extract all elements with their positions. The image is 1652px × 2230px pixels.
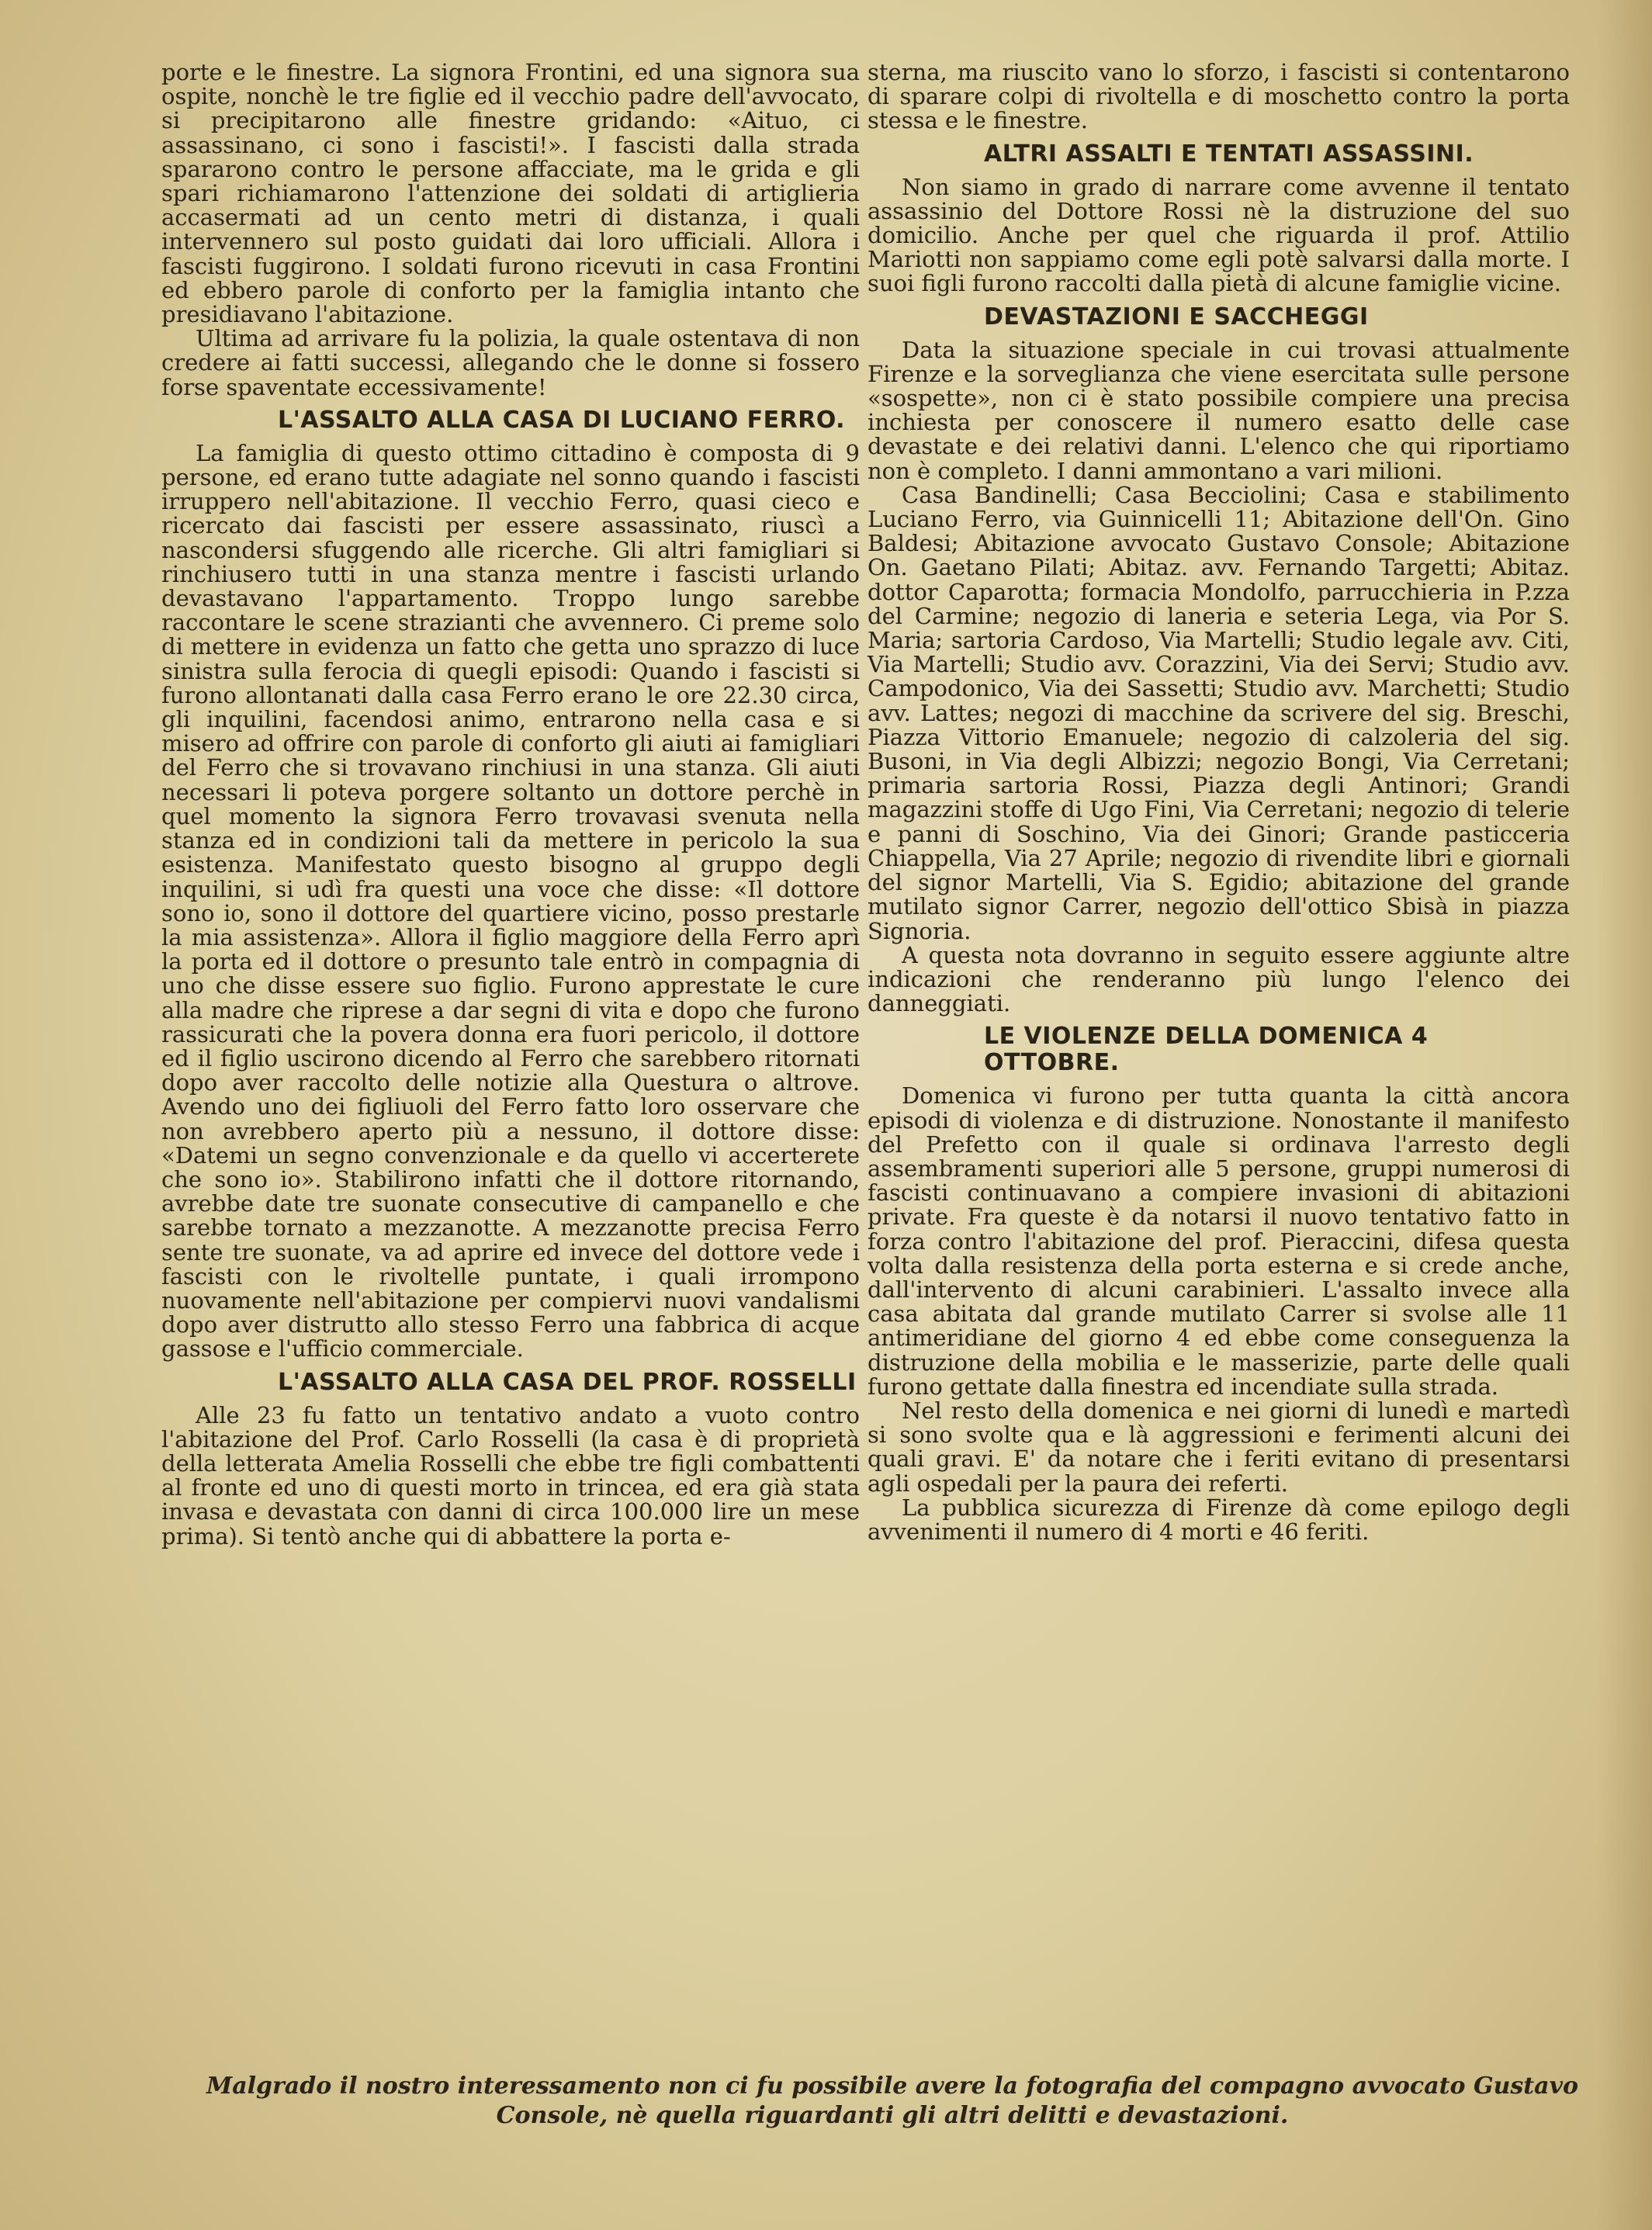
paragraph-rosselli: Alle 23 fu fatto un tentativo andato a vuoto contro l'abitazione del Prof. Carlo Rosselli (la casa è di proprietà della letterata Amelia Rosselli che ebbe tre figli combattenti al fronte ed uno di questi morto in trincea, ed era già stata invasa e devastata con danni di circa 100.000 lire un mese prima). Si tentò anche qui di abbattere la porta e- [161, 1401, 860, 1550]
paragraph-epilogo: La pubblica sicurezza di Firenze dà come epilogo degli avvenimenti il numero di 4 morti e 46 feriti. [868, 1494, 1570, 1545]
heading-assalto-ferro: L'ASSALTO ALLA CASA DI LUCIANO FERRO. [278, 406, 846, 434]
paragraph-elenco-case: Casa Bandinelli; Casa Becciolini; Casa e stabilimento Luciano Ferro, via Guinnicelli 11; Abitazione dell'On. Gino Baldesi; Abitazione avvocato Gustavo Console; Abitazione On. Gaetano Pilati; Abitaz. avv. Fernando Targetti; Abitaz. dottor Caparotta; formacia Mondolfo, parrucchieria in P.zza del Carmine; negozio di laneria e seteria Lega, via Por S. Maria; sartoria Cardoso, Via Martelli; Studio legale avv. Citi, Via Martelli; Studio avv. Corazzini, Via dei Servi; Studio avv. Campodonico, Via dei Sassetti; Studio avv. Marchetti; Studio avv. Lattes; negozi di macchine da scrivere del sig. Breschi, Piazza Vittorio Emanuele; negozio di calzoleria del sig. Busoni, in Via degli Albizzi; negozio Bongi, Via Cerretani; primaria sartoria Rossi, Piazza degli Antinori; Grandi magazzini stoffe di Ugo Fini, Via Cerretani; negozio di telerie e panni di Soschino, Via dei Ginori; Grande pasticceria Chiappella, Via 27 Aprile; negozio di rivendite libri e giornali del signor Martelli, Via S. Egidio; abitazione del grande mutilato signor Carrer, negozio dell'ottico Sbisà in piazza Signoria. [868, 481, 1570, 944]
footer-note: Malgrado il nostro interessamento non ci fu possibile avere la fotografia del compagno avvocato Gustavo Console, nè quella riguardanti gli altri delitti e devastazioni. [206, 2072, 1579, 2129]
paragraph-situazione: Data la situazione speciale in cui trovasi attualmente Firenze e la sorveglianza che viene esercitata sulle persone «sospette», non ci è stato possibile compiere una precisa inchiesta per conoscere il numero esatto delle case devastate e dei relativi danni. L'elenco che qui riportiamo non è completo. I danni ammontano a vari milioni. [868, 336, 1570, 484]
right-column [868, 61, 1570, 1544]
paragraph-rosselli-cont: sterna, ma riuscito vano lo sforzo, i fascisti si contentarono di sparare colpi di rivoltella e di moschetto contro la porta stessa e le finestre. [868, 59, 1570, 134]
left-column [161, 61, 860, 1549]
paragraph-rossi-mariotti: Non siamo in grado di narrare come avvenne il tentato assassinio del Dottore Rossi nè la distruzione del suo domicilio. Anche per quel che riguarda il prof. Attilio Mariotti non sappiamo come egli potè salvarsi dalla morte. I suoi figli furono raccolti dalla pietà di alcune famiglie vicine. [868, 173, 1570, 297]
paragraph-ferro: La famiglia di questo ottimo cittadino è composta di 9 persone, ed erano tutte adagiate nel sonno quando i fascisti irruppero nell'abitazione. Il vecchio Ferro, quasi cieco e ricercato dai fascisti per essere assassinato, riuscì a nascondersi sfuggendo alle ricerche. Gli altri famigliari si rinchiusero tutti in una stanza mentre i fascisti urlando devastavano l'appartamento. Troppo lungo sarebbe raccontare le scene strazianti che avvennero. Ci preme solo di mettere in evidenza un fatto che getta uno sprazzo di luce sinistra sulla ferocia di quegli episodi: Quando i fascisti si furono allontanati dalla casa Ferro erano le ore 22.30 circa, gli inquilini, facendosi animo, entrarono nella casa e si misero ad offrire con parole di conforto gli aiuti ai famigliari del Ferro che si trovavano rinchiusi in una stanza. Gli aiuti necessari li poteva porgere soltanto un dottore perchè in quel momento la signora Ferro trovavasi svenuta nella stanza ed in condizioni tali da mettere in pericolo la sua esistenza. Manifestato questo bisogno al gruppo degli inquilini, si udì fra questi una voce che disse: «Il dottore sono io, sono il dottore del quartiere vicino, posso prestarle la mia assistenza». Allora il figlio maggiore della Ferro aprì la porta ed il dottore o presunto tale entrò in compagnia di uno che disse essere suo figlio. Furono apprestate le cure alla madre che riprese a dar segni di vita e dopo che furono rassicurati che la povera donna era fuori pericolo, il dottore ed il figlio uscirono dicendo al Ferro che sarebbero ritornati dopo aver raccolto delle notizie alla Questura o altrove. Avendo uno dei figliuoli del Ferro fatto loro osservare che non avrebbero aperto più a nessuno, il dottore disse: «Datemi un segno convenzionale e da quello vi accerterete che sono io». Stabilirono infatti che il dottore ritornando, avrebbe date tre suonate consecutive di campanello e che sarebbe tornato a mezzanotte. A mezzanotte precisa Ferro sente tre suonate, va ad aprire ed invece del dottore vede i fascisti con le rivoltelle puntate, i quali irrompono nuovamente nell'abitazione per compiervi nuovi vandalismi dopo aver distrutto allo stesso Ferro una fabbrica di acque gassose e l'ufficio commerciale. [161, 439, 860, 1363]
paragraph-lunedi-martedi: Nel resto della domenica e nei giorni di lunedì e martedì si sono svolte qua e là aggressioni e ferimenti alcuni dei quali gravi. E' da notare che i feriti evitano di presentarsi agli ospedali per la paura dei referti. [868, 1397, 1570, 1497]
paper-edge-stain [1598, 0, 1652, 2230]
heading-assalto-rosselli: L'ASSALTO ALLA CASA DEL PROF. ROSSELLI [278, 1368, 857, 1396]
paragraph-domenica: Domenica vi furono per tutta quanta la città ancora episodi di violenza e di distruzione. Nonostante il manifesto del Prefetto con il quale si ordinava l'arresto degli assembramenti superiori alle 5 persone, gruppi numerosi di fascisti continuavano a compiere invasioni di abitazioni private. Fra queste è da notarsi il nuovo tentativo fatto in forza contro l'abitazione del prof. Pieraccini, difesa questa volta dalla resistenza della porta esterna e si crede anche, dall'intervento di alcuni carabinieri. L'assalto invece alla casa abitata dal grande mutilato Carrer si svolse alle 11 antimeridiane del giorno 4 ed ebbe come conseguenza la distruzione della mobilia e le masserizie, parte delle quali furono gettate dalla finestra ed incendiate sulla strada. [868, 1082, 1570, 1400]
paragraph-polizia: Ultima ad arrivare fu la polizia, la quale ostentava di non credere ai fatti successi, allegando che le donne si fossero forse spaventate eccessivamente! [161, 325, 860, 400]
heading-violenze-domenica: LE VIOLENZE DELLA DOMENICA 4 OTTOBRE. [984, 1023, 1429, 1077]
heading-devastazioni: DEVASTAZIONI E SACCHEGGI [984, 303, 1369, 331]
paragraph-nota: A questa nota dovranno in seguito essere aggiunte altre indicazioni che renderanno più lungo l'elenco dei danneggiati. [868, 941, 1570, 1017]
heading-altri-assalti: ALTRI ASSALTI E TENTATI ASSASSINI. [984, 140, 1474, 168]
paragraph-frontini: porte e le finestre. La signora Frontini, ed una signora sua ospite, nonchè le tre figlie ed il vecchio padre dell'avvocato, si precipitarono alle finestre gridando: «Aituo, ci assassinano, ci sono i fascisti!». I fascisti dalla strada spararono contro le persone affacciate, ma le grida e gli spari richiamarono l'attenzione dei soldati di artiglieria accasermati ad un cento metri di distanza, i quali intervennero sul posto guidati dai loro ufficiali. Allora i fascisti fuggirono. I soldati furono ricevuti in casa Frontini ed ebbero parole di conforto per la famiglia intanto che presidiavano l'abitazione. [161, 59, 860, 328]
